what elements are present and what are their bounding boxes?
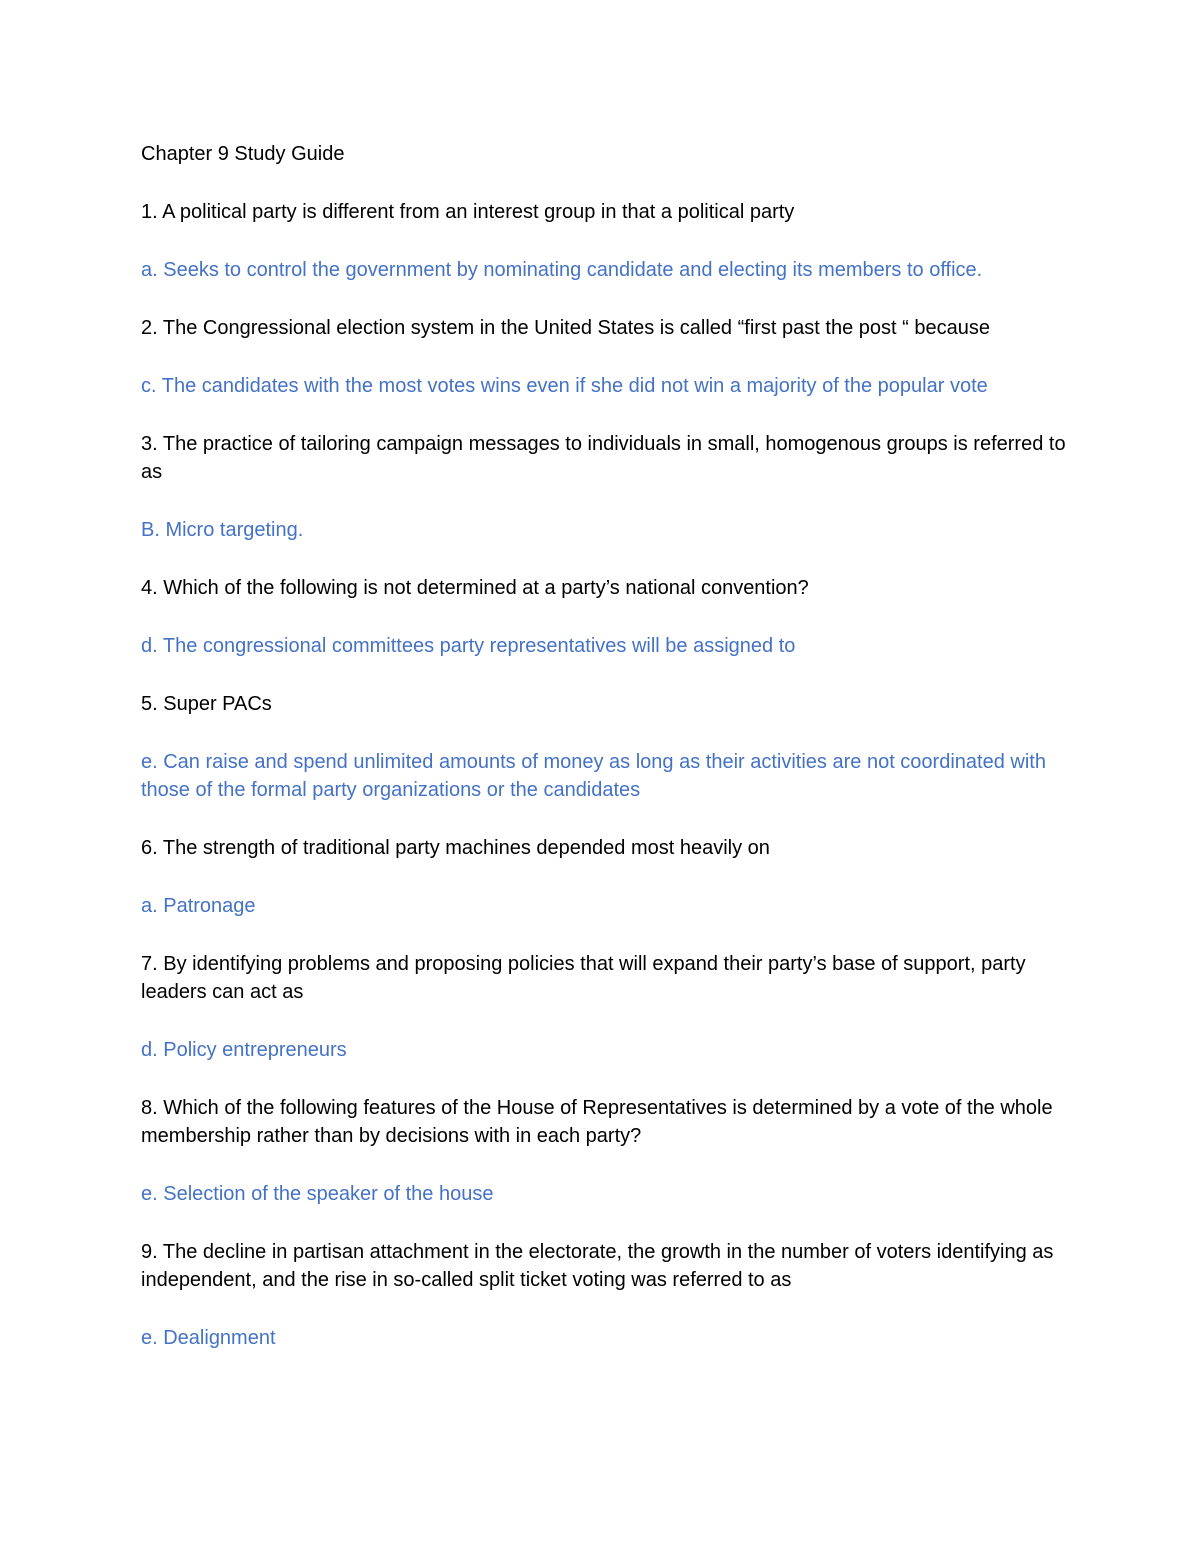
question-2: 2. The Congressional election system in the United States is called “first past the post “ because	[141, 317, 990, 339]
answer-2: c. The candidates with the most votes wins even if she did not win a majority of the popular vote	[141, 375, 988, 397]
document-body	[141, 140, 1071, 1382]
question-6: 6. The strength of traditional party machines depended most heavily on	[141, 837, 770, 859]
answer-3: B. Micro targeting.	[141, 519, 304, 541]
question-9: 9. The decline in partisan attachment in the electorate, the growth in the number of voters identifying as independent, and the rise in so-called split ticket voting was referred to as	[141, 1241, 1054, 1291]
answer-6: a. Patronage	[141, 895, 256, 917]
question-7: 7. By identifying problems and proposing policies that will expand their party’s base of support, party leaders can act as	[141, 953, 1026, 1003]
question-3: 3. The practice of tailoring campaign messages to individuals in small, homogenous groups is referred to as	[141, 433, 1066, 483]
question-1: 1. A political party is different from an interest group in that a political party	[141, 201, 795, 223]
answer-8: e. Selection of the speaker of the house	[141, 1183, 494, 1205]
question-8: 8. Which of the following features of the House of Representatives is determined by a vote of the whole membership rather than by decisions with in each party?	[141, 1097, 1053, 1147]
answer-1: a. Seeks to control the government by nominating candidate and electing its members to office.	[141, 259, 983, 281]
question-4: 4. Which of the following is not determined at a party’s national convention?	[141, 577, 809, 599]
answer-5: e. Can raise and spend unlimited amounts of money as long as their activities are not coordinated with those of the formal party organizations or the candidates	[141, 751, 1046, 801]
answer-7: d. Policy entrepreneurs	[141, 1039, 347, 1061]
answer-4: d. The congressional committees party representatives will be assigned to	[141, 635, 796, 657]
answer-9: e. Dealignment	[141, 1327, 276, 1349]
question-5: 5. Super PACs	[141, 693, 272, 715]
document-title: Chapter 9 Study Guide	[141, 143, 345, 165]
